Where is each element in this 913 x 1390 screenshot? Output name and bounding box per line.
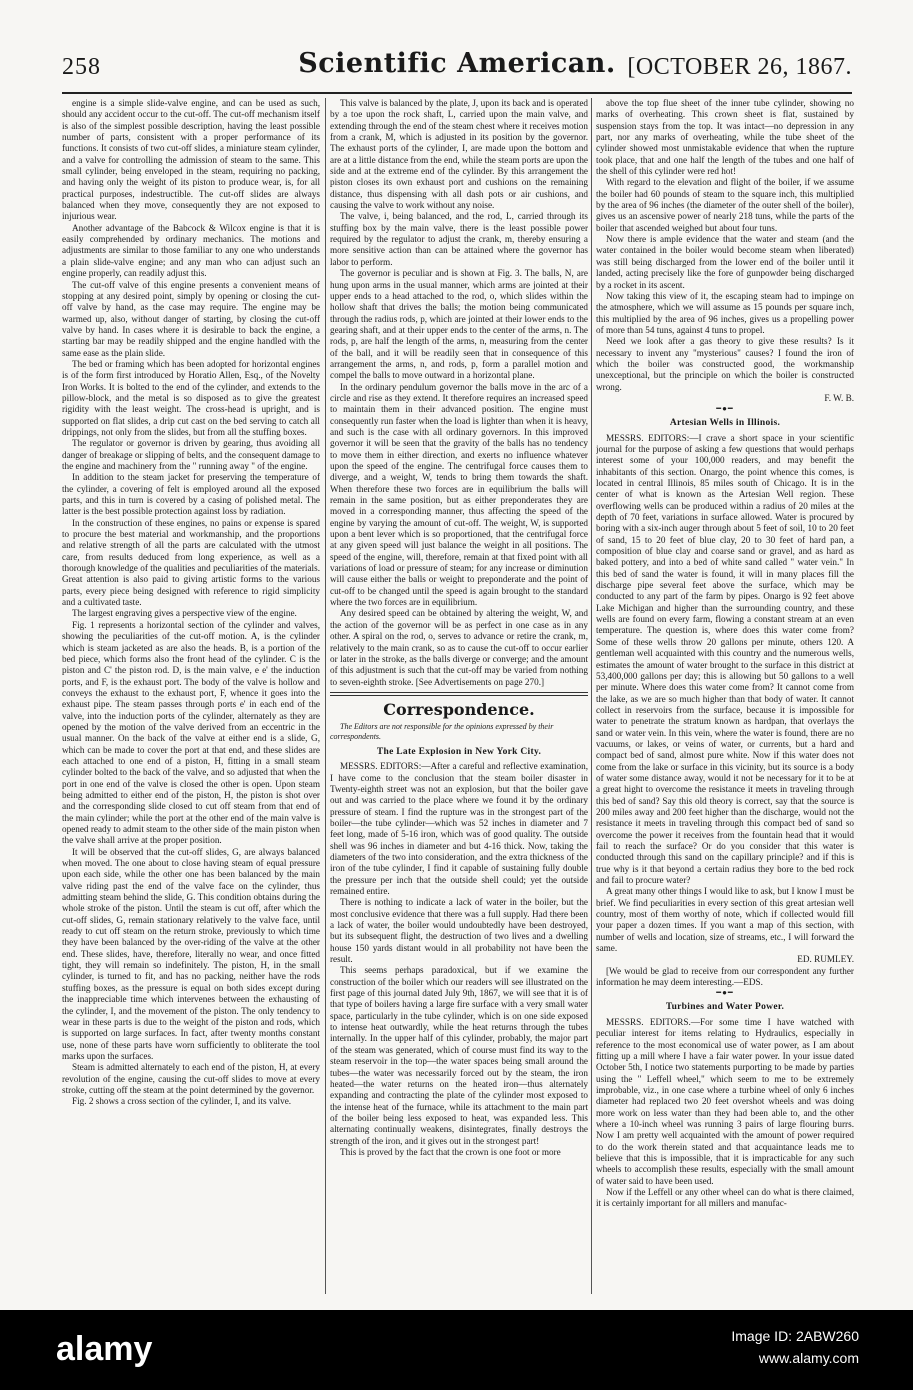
paragraph: MESSRS. EDITORS.—For some time I have watched with peculiar interest for items relating to Hydraulics, especially in reference to the most economical use of water power, as I am about fitting up a mill where I have a fair water power. In your issue dated October 5th, I notice two statements purporting to be made by parties using the " Leffell wheel," which seem to me to be extremely improbable, viz., in one case where a turbine wheel of only 6 inches diameter had replaced two 20 feet overshot wheels and was doing more work on less water than they had been able to, and the other where a 10-inch wheel was running 3 pairs of large flouring burrs. Now I am pretty well acquainted with the amount of power required to do the work therein stated and that acquaintance leads me to believe that this is impossible, that it is impracticable for any such wheels to accomplish these results, especially with the small amount of water said to have been used.	[596, 1016, 854, 1186]
paragraph: A great many other things I would like to ask, but I know I must be brief. We find peculiarities in every section of this great artesian well country, most of them worthy of note, which if collected would fill your paper a dozen times. If you want a map of this section, with number of wells and location, size of streams, etc., I will forward the same.	[596, 886, 854, 954]
paragraph: The governor is peculiar and is shown at Fig. 3. The balls, N, are hung upon arms in the usual manner, which arms are jointed at their upper ends to a head attached to the rod, o, which slides within the hollow shaft that drives the balls; the motion being communicated through the radius rods, p, which are jointed at their lower ends to the gearing shaft, and at their upper ends to the center of the arms, n. The rods, p, are half the length of the arms, n, measuring from the center of the ball, and it will be readily seen that in consequence of this arrangement the arms, n, and rods, p, form a parallel motion and compel the balls to move outward in a horizontal plane.	[330, 268, 588, 381]
paragraph: It will be observed that the cut-off slides, G, are always balanced when moved. The one about to close having steam of equal pressure upon each side, while the other one has been balanced by the main valve riding past the end of the valve face on the cylinder, thus admitting steam behind the slide, G. This condition obtains during the whole stroke of the piston. Until the steam is cut off, after which the cut-off slides, G, remain stationary relatively to the valve face, until ready to cut off steam on the return stroke, previously to which time they have been balanced by the over-riding of the valve at the other end. These slides, have, therefore, literally no wear, and once fitted tight, they will remain so indefinitely. The piston, H, in the small cylinder, is turned to fit, and has no packing, neither have the rods stuffing boxes, as the pressure is equal on both sides except during the inappreciable time which intervenes between the exhausting of the cylinder, I, and the movement of the piston. The only tendency to wear in these parts is due to the weight of the piston and rods, which is supported on large surfaces. In fact, after twenty months constant use, none of these parts have worn sufficiently to obliterate the tool marks upon the surfaces.	[62, 846, 320, 1061]
column-2	[330, 98, 588, 1294]
paragraph: Fig. 2 shows a cross section of the cylinder, I, and its valve.	[72, 1096, 292, 1107]
signature-fwb: F. W. B.	[824, 392, 854, 403]
paragraph: This seems perhaps paradoxical, but if we examine the construction of the boiler which our readers will see illustrated on the first page of this journal dated July 9th, 1867, we will see that it is of that type of boilers having a large fire surface with a very small water space, particularly in the tube cylinder, which is on one side exposed to intense heat outwardly, while the heat returns through the tubes internally. In the upper half of this cylinder, probably, the major part of the steam was generated, which of course must find its way to the steam reservoir in the top—the water spaces being small around the tubes—the water was necessarily forced out by the steam, the iron heated—the water returns on the heated iron—thus alternately expanding and contracting the plate of the cylinder most exposed to the intense heat of the furnace, while its attachment to the main part of the boiler being less exposed to heat, was expanded less. This alternating continually weakens, disintegrates, finally destroys the strength of the iron, and it gives out in the strongest part!	[330, 965, 588, 1146]
section-rule	[330, 692, 588, 696]
watermark-banner	[0, 1310, 913, 1390]
paragraph: There is nothing to indicate a lack of water in the boiler, but the most conclusive evidence that there was a full supply. Had there been a lack of water, the boiler would undoubtedly have been destroyed, but its subsequent flight, the destruction of two lives and a dwelling house 150 yards distant would in all probability not have been the result.	[330, 897, 588, 965]
paragraph: Now if the Leffell or any other wheel can do what is there claimed, it is certainly important for all millers and manufac-	[596, 1186, 854, 1209]
issue-date: [OCTOBER 26, 1867.	[627, 54, 852, 80]
paragraph: This is proved by the fact that the crown is one foot or more	[340, 1146, 561, 1157]
correspondence-heading: Correspondence.	[383, 699, 535, 719]
paragraph: In the ordinary pendulum governor the balls move in the arc of a circle and rise as they extend. It therefore requires an increased speed to maintain them in their advanced position. The engine must consequently run faster when the load is lighter than when it is heavy, and such is the case with all ordinary governors. In this improved governor it will be seen that the gravity of the balls has no tendency to move them in either direction, and exerts no influence whatever upon the speed of the engine. The centrifugal force causes them to diverge, and a weight, W, tends to bring them towards the shaft. When therefore these two forces are in equilibrium the balls will remain in the same position, but as either preponderates they are moved in a corresponding manner, thus affecting the speed of the engine by varying the amount of cut-off. The weight, W, is supported upon a bent lever which is so proportioned, that the centrifugal force at any given speed will just balance the weight in all positions. The speed of the engine, will, therefore, remain at that fixed point with all variations of load or pressure of steam; for any increase or diminution will cause either the balls or weight to preponderate and the point of cut-off to be changed until the speed is again brought to the standard where the two forces are in equilibrium.	[330, 381, 588, 608]
paragraph: The regulator or governor is driven by gearing, thus avoiding all danger of breakage or slipping of belts, and the consequent damage to the engine and machinery from the " running away " of the engine.	[62, 438, 320, 471]
signature-rumley: ED. RUMLEY.	[797, 954, 854, 965]
header-rule	[62, 92, 852, 94]
paragraph: Need we look after a gas theory to give these results? Is it necessary to invent any "mysterious" causes? I found the iron of which the boiler was constructed good, the workmanship unexceptional, but the principle on which the boiler is constructed wrong.	[596, 336, 854, 392]
masthead-title: Scientific American.	[298, 48, 616, 79]
page-number: 258	[62, 54, 101, 80]
article-title-turbines: Turbines and Water Power.	[665, 1002, 785, 1013]
article-title-explosion: The Late Explosion in New York City.	[376, 746, 542, 757]
paragraph: Fig. 1 represents a horizontal section of the cylinder and valves, showing the peculiarities of the cut-off motion. A, is the cylinder which is steam jacketed as are also the heads. B, is a portion of the bed piece, which forms also the front head of the cylinder. C is the piston and C' the piston rod. D, is the main valve, e e' the induction ports, and F, is the exhaust port. The body of the valve is hollow and conveys the exhaust to the exhaust port, F, whence it goes into the exhaust pipe. The steam passes through ports e' in each end of the valve, into the induction ports of the cylinder, alternately as they are opened by the motion of the valve derived from an eccentric in the usual manner. On the back of the valve at either end is a slide, G, which can be made to cover the port at that end, and these slides are each attached to one end of a piston, H, fitting in a small steam cylinder bolted to the back of the valve, and so adjusted that when the port in one end of the valve is closed the other is open. Upon steam being admitted to either end of the piston, H, the piston is shot over and the corresponding slide closed to cut off steam from that end of the main cylinder; while the port at the other end of the main valve is opened ready to admit steam to the other side of the main piston when the valve shall arrive at the proper position.	[62, 619, 320, 846]
paragraph: In addition to the steam jacket for preserving the temperature of the cylinder, a covering of felt is employed around all the exposed parts, and this in turn is covered by a casing of polished metal. The latter is the best possible protection against loss by radiation.	[62, 472, 320, 517]
paragraph: Now there is ample evidence that the water and steam (and the water contained in the boiler would become steam when liberated) was still being discharged from the lower end of the boiler until it landed, acting precisely like the fore of gunpowder being discharged by a rocket in its ascent.	[596, 234, 854, 290]
paragraph: The bed or framing which has been adopted for horizontal engines is of the form first introduced by Horatio Allen, Esq., of the Novelty Iron Works. It is bolted to the end of the cylinder, and extends to the pillow-block, and the metal is so disposed as to give the greatest rigidity with the least weight. The cross-head is upright, and is supported on flat slides, a drip cut cast on the bed serving to catch all drippings, not only from the slides, but from all the stuffing boxes.	[62, 358, 320, 437]
page-header	[62, 48, 852, 88]
paragraph: Steam is admitted alternately to each end of the piston, H, at every revolution of the engine, causing the cut-off slides to move at every stroke, cutting off the steam at the point determined by the governor.	[62, 1062, 320, 1095]
column-1	[62, 98, 320, 1294]
column-divider	[325, 98, 326, 1294]
paragraph: In the construction of these engines, no pains or expense is spared to procure the best material and workmanship, and the proportions and relative strength of all the parts are calculated with the utmost care, from results deduced from long experience, as well as a thorough knowledge of the qualities and peculiarities of the materials. Great attention is also paid to giving artistic forms to the various parts, every piece being designed with reference to rigid simplicity and a cultivated taste.	[62, 517, 320, 608]
paragraph: This valve is balanced by the plate, J, upon its back and is operated by a toe upon the rock shaft, L, carried upon the main valve, and extending through the end of the steam chest where it receives motion from a crank, M, which is adjusted in its position by the governor. The exhaust ports of the cylinder, I, are made upon the bottom and are at a little distance from the end, while the steam ports are upon the side and at the extreme end of the cylinder. By this arrangement the piston closes its own exhaust port and cushions on the remaining distance, thus dispensing with all dash pots or air cushions, and causing the valve to work without any noise.	[330, 98, 588, 211]
column-3	[596, 98, 854, 1294]
paragraph: [We would be glad to receive from our correspondent any further information he may deem interesting.—EDS.	[596, 965, 854, 988]
paragraph: MESSRS. EDITORS:—After a careful and reflective examination, I have come to the conclusion that the steam boiler disaster in Twenty-eighth street was not an explosion, but that the boiler gave out and was carried to the place where we found it by the ordinary pressure of steam. I find the rupture was in the strongest part of the boiler—the tube cylinder—which was 52 inches in diameter and 7 feet long, made of 5-16 iron, which was of good quality. The outside shell was 96 inches in diameter and but 4-16 thick. Now, taking the diameters of the two into consideration, and the extra thickness of the iron of the tube cylinder, I find it capable of sustaining fully double the pressure per inch that the outside shell could; yet the outside remained entire.	[330, 761, 588, 896]
paragraph: Any desired speed can be obtained by altering the weight, W, and the action of the governor will be as perfect in one case as in any other. A spiral on the rod, o, serves to advance or retire the crank, m, relatively to the main crank, so as to cause the cut-off to occur earlier or later in the stroke, as the balls diverge or converge; and the amount of this adjustment is such that the cut-off may be varied from nothing to seven-eighth stroke. [See Advertisements on page 270.]	[330, 608, 588, 687]
paragraph: With regard to the elevation and flight of the boiler, if we assume the boiler had 60 pounds of steam to the square inch, this multiplied by the area of 96 inches (the diameter of the outer shell of the boiler), gives us an ascensive power of nearly 218 tuns, while the parts of the boiler that ascended weighed but about four tuns.	[596, 177, 854, 233]
column-divider	[591, 98, 592, 1294]
article-title-artesian: Artesian Wells in Illinois.	[669, 418, 781, 429]
paragraph: The cut-off valve of this engine presents a convenient means of stopping at any desired point, simply by opening or closing the cut-off valve by hand, as the case may require. The engine may be warmed up, also, without danger of starting, by closing the cut-off valve by hand. In cases where it is desirable to back the engine, a starting bar may be readily shipped and the engine handled with the same ease as the plain slide.	[62, 279, 320, 358]
editors-note: The Editors are not responsible for the opinions expressed by their correspondents.	[330, 721, 554, 741]
paragraph: Another advantage of the Babcock & Wilcox engine is that it is easily comprehended by ordinary mechanics. The motions and adjustments are similar to those familiar to any one who understands a plain slide-valve engine; and any man who can adjust such an engine properly, can readily adjust this.	[62, 222, 320, 279]
site-url: www.alamy.com	[758, 1350, 859, 1366]
image-id-label: Image ID: 2ABW260	[731, 1328, 859, 1344]
paragraph: MESSRS. EDITORS:—I crave a short space in your scientific journal for the purpose of asking a few questions that would perhaps interest some of your 100,000 readers, and may benefit the inhabitants of this section. Onargo, the point whence this comes, is located in central Illinois, 85 miles south of Chicago. It is in the center of what is known as the Artesian Well region. These overflowing wells can be produced within a radius of 20 miles at the depth of 70 feet, variations in surface allowed. Water is procured by boring with a six-inch auger through about 5 feet of soil, 10 to 20 feet of sand, 15 to 20 feet of blue clay, 20 to 30 feet of hard pan, a composition of blue clay and coarse sand or gravel, and as hard as baked pottery, and into a bed of white sand called " water vein." In this bed of sand the water is found, it will in many places fill the discharge pipe several feet above the surface, which may be conducted to any part of the farm by pipes. Onargo is 92 feet above Lake Michigan and higher than the surrounding country, and these wells are found on every farm, flowing a constant stream at an even temperature. The question is, where does this water come from? Some of these wells throw 20 gallons per minute, others 120. A gentleman well acquainted with this country and the numerous wells, estimates the amount of water brought to the surface in this district at 53,400,000 gallons per day; this is allowing but 50 gallons to a well per minute. Where does this water come from? It cannot come from the lake, as we are so much higher than that body of water. It cannot collect in reservoirs from the surface, because it is impossible for water to penetrate the stratum known as hardpan, that overlays the sand or water vein. In this vein, where the water is found, there are no vacuums, or lakes, or veins of water, or currents, but a hard and compact bed of sand, almost pure white. Now if this water does not come from the lake or surface in this vicinity, but its source is a body of water some distance away, would it not be necessary for it to be at a great hight to overcome the resistance it meets in traveling through this bed of sand? Say this old theory is correct, say that the source is 200 miles away and 200 feet higher than the discharge, would not the resistance it meets in traveling through this compact bed of sand so overcome the power it receives from the fountain head that it would fail to reach the surface? Or do you consider that this water is conducted through this sand on the capillary principle? and if this is true why is it that beyond a certain radius they bore to the bed rock and fail to procure water?	[596, 432, 854, 886]
paragraph: engine is a simple slide-valve engine, and can be used as such, should any accident occur to the cut-off. The cut-off mechanism itself is also of the simplest possible description, having the least possible number of parts, consistent with a proper performance of its functions. It consists of two cut-off slides, a miniature steam cylinder, and a valve for controlling the admission of steam to the same. This small cylinder, being enveloped in the steam, requiring no packing, and having only the weight of its piston to produce wear, is, for all practical purposes, indestructible. The cut-off slides are always balanced when they move, consequently they are not exposed to injurious wear.	[62, 98, 320, 222]
paragraph: above the top flue sheet of the inner tube cylinder, showing no marks of overheating. This crown sheet is flat, sustained by suspension stays from the top. It was intact—no depression in any part, nor any marks of overheating, while the tube sheet of the cylinder showed most unmistakable evidence that when the rupture took place, that and one half the length of the tubes and one half of the shell of this cylinder were red hot!	[596, 98, 854, 177]
alamy-logo: alamy	[56, 1330, 153, 1368]
paragraph: The largest engraving gives a perspective view of the engine.	[72, 608, 297, 619]
ornament-divider: ━●━	[716, 988, 734, 998]
ornament-divider: ━●━	[716, 404, 734, 414]
paragraph: The valve, i, being balanced, and the rod, L, carried through its stuffing box by the main valve, there is the least possible power required by the regulator to adjust the crank, m, thereby ensuring a more sensitive action than can be attained where the governor has labor to perform.	[330, 211, 588, 267]
paragraph: Now taking this view of it, the escaping steam had to impinge on the atmosphere, which we will assume as 15 pounds per square inch, this multiplied by the area of 96 inches, gives us a propelling power of more than 54 tuns, against 4 tuns to propel.	[596, 290, 854, 335]
